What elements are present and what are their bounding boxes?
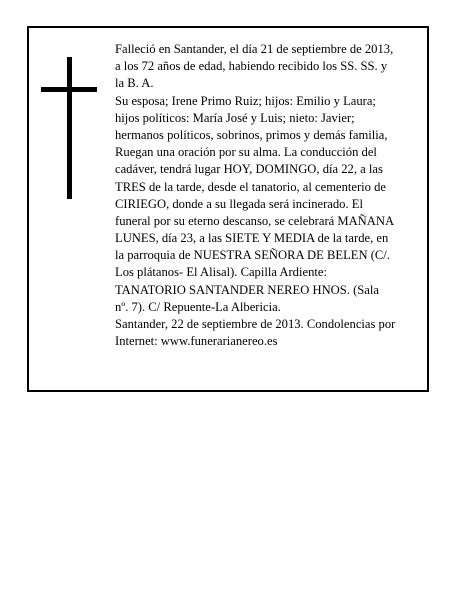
obituary-line: la B. A. (115, 76, 154, 91)
obituary-line: hijos políticos: María José y Luis; nieto: Javier; (115, 110, 355, 125)
obituary-line: funeral por su eterno descanso, se celebrará MAÑANA (115, 213, 395, 228)
obituary-line: hermanos políticos, sobrinos, primos y demás familia, (115, 127, 388, 142)
obituary-line: Ruegan una oración por su alma. La conducción del (115, 145, 377, 160)
obituary-line: nº. 7). C/ Repuente-La Albericia. (115, 299, 281, 314)
obituary-line: TRES de la tarde, desde el tanatorio, al cementerio de (115, 179, 387, 194)
obituary-line: cadáver, tendrá lugar HOY, DOMINGO, día 22, a las (115, 162, 383, 177)
obituary-line: Los plátanos- El Alisal). Capilla Ardiente: (115, 265, 327, 280)
obituary-line: TANATORIO SANTANDER NEREO HNOS. (Sala (115, 282, 379, 297)
obituary-line: Su esposa; Irene Primo Ruiz; hijos: Emilio y Laura; (115, 93, 376, 108)
obituary-line: Internet: www.funerarianereo.es (115, 334, 278, 349)
obituary-line: CIRIEGO, donde a su llegada será incinerado. El (115, 196, 363, 211)
obituary-line: Falleció en Santander, el día 21 de septiembre de 2013, (115, 42, 394, 56)
obituary-line: la parroquia de NUESTRA SEÑORA DE BELEN (C/. (115, 248, 390, 263)
obituary-line: a los 72 años de edad, habiendo recibido los SS. SS. y (115, 59, 388, 74)
cross-horizontal-bar (41, 87, 97, 92)
obituary-notice (27, 26, 429, 392)
obituary-text (115, 41, 425, 350)
cross-vertical-bar (67, 57, 72, 199)
obituary-line: LUNES, día 23, a las SIETE Y MEDIA de la tarde, en (115, 231, 389, 246)
latin-cross-icon (41, 57, 97, 199)
obituary-line: Santander, 22 de septiembre de 2013. Condolencias por (115, 317, 396, 331)
